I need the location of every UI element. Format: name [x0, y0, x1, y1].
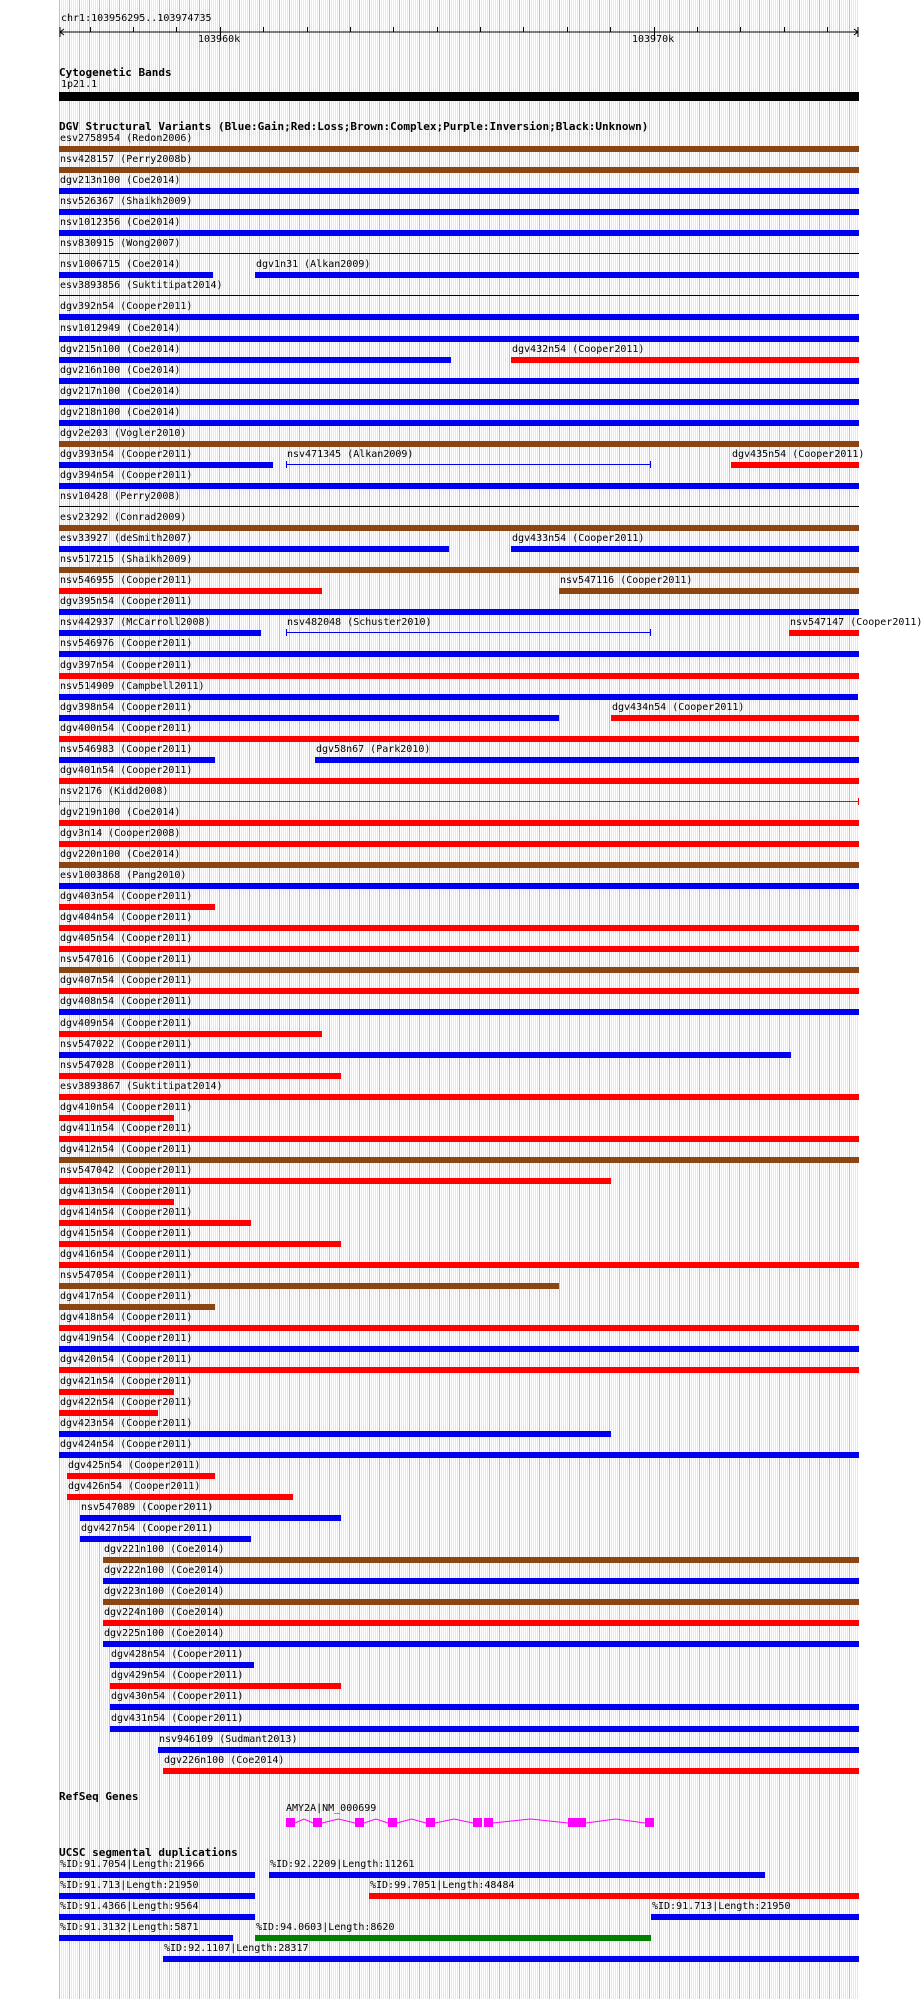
ruler-minor-tick: [350, 27, 351, 32]
feature-bar[interactable]: [110, 1662, 254, 1668]
feature-bar[interactable]: [255, 272, 859, 278]
feature-bar[interactable]: [59, 1136, 859, 1142]
feature-bar[interactable]: [103, 1578, 859, 1584]
gene-exon[interactable]: [568, 1818, 577, 1827]
feature-bar[interactable]: [511, 357, 859, 363]
feature-bar[interactable]: [611, 715, 859, 721]
ruler-minor-tick: [740, 27, 741, 32]
ruler-minor-tick: [437, 27, 438, 32]
feature-label: nsv946109 (Sudmant2013): [159, 1733, 298, 1745]
feature-bar[interactable]: [67, 1494, 293, 1500]
feature-label: esv23292 (Conrad2009): [60, 512, 187, 524]
feature-label: dgv431n54 (Cooper2011): [111, 1712, 244, 1724]
feature-bar[interactable]: [59, 651, 859, 657]
segdup-track-title: UCSC segmental duplications: [59, 1846, 238, 1859]
feature-label: dgv413n54 (Cooper2011): [60, 1186, 193, 1197]
feature-label: nsv547116 (Cooper2011): [560, 575, 693, 587]
ruler-minor-tick: [133, 27, 134, 32]
feature-bar[interactable]: [59, 1157, 859, 1163]
feature-bar[interactable]: [103, 1641, 859, 1647]
ruler-tick-label: 103970k: [632, 34, 675, 45]
refseq-track-title: RefSeq Genes: [59, 1790, 139, 1803]
feature-label: dgv414n54 (Cooper2011): [60, 1207, 193, 1219]
feature-bar[interactable]: [511, 546, 859, 552]
feature-label: dgv417n54 (Cooper2011): [60, 1291, 193, 1303]
feature-bar[interactable]: [59, 1009, 859, 1015]
gene-intron: [435, 1819, 473, 1823]
gene-intron: [493, 1819, 568, 1823]
feature-end-tick: [858, 798, 859, 805]
feature-bar[interactable]: [59, 778, 859, 784]
gene-exon[interactable]: [577, 1818, 586, 1827]
feature-label: %ID:91.7054|Length:21966: [60, 1859, 205, 1870]
feature-label: dgv58n67 (Park2010): [316, 743, 431, 755]
feature-bar[interactable]: [369, 1893, 859, 1899]
feature-label: dgv226n100 (Coe2014): [164, 1754, 285, 1766]
feature-bar[interactable]: [67, 1473, 215, 1479]
feature-label: %ID:99.7051|Length:48484: [370, 1880, 515, 1892]
ruler-minor-tick: [393, 27, 394, 32]
feature-label: dgv435n54 (Cooper2011): [732, 448, 865, 460]
feature-label: dgv225n100 (Coe2014): [104, 1628, 225, 1640]
feature-label: dgv421n54 (Cooper2011): [60, 1375, 193, 1387]
feature-label: dgv426n54 (Cooper2011): [68, 1480, 201, 1492]
feature-label: nsv471345 (Alkan2009): [287, 448, 414, 460]
feature-bar[interactable]: [59, 1241, 341, 1247]
feature-label: nsv830915 (Wong2007): [60, 238, 181, 250]
feature-label: dgv407n54 (Cooper2011): [60, 975, 193, 987]
feature-label: nsv526367 (Shaikh2009): [60, 196, 193, 208]
feature-label: nsv482048 (Schuster2010): [287, 617, 432, 629]
feature-bar[interactable]: [59, 1178, 611, 1184]
feature-bar[interactable]: [59, 967, 859, 973]
feature-label: %ID:91.3132|Length:5871: [60, 1922, 199, 1934]
feature-label: dgv224n100 (Coe2014): [104, 1607, 225, 1619]
feature-end-tick: [650, 629, 651, 636]
feature-bar[interactable]: [103, 1557, 859, 1563]
gene-exon[interactable]: [426, 1818, 435, 1827]
feature-label: nsv517215 (Shaikh2009): [60, 554, 193, 566]
feature-label: dgv215n100 (Coe2014): [60, 343, 181, 355]
feature-label: dgv434n54 (Cooper2011): [612, 701, 745, 713]
feature-label: esv3893856 (Suktitipat2014): [60, 280, 223, 292]
feature-label: nsv514909 (Campbell2011): [60, 680, 205, 692]
feature-label: dgv416n54 (Cooper2011): [60, 1249, 193, 1261]
feature-bar[interactable]: [59, 546, 449, 552]
feature-label: dgv432n54 (Cooper2011): [512, 343, 645, 355]
ruler-tick-label: 103960k: [198, 34, 241, 45]
gene-exon[interactable]: [388, 1818, 397, 1827]
feature-label: nsv442937 (McCarroll2008): [60, 617, 211, 629]
feature-label: dgv218n100 (Coe2014): [60, 406, 181, 418]
feature-label: dgv403n54 (Cooper2011): [60, 891, 193, 903]
feature-label: dgv394n54 (Cooper2011): [60, 469, 193, 481]
feature-label: dgv415n54 (Cooper2011): [60, 1228, 193, 1240]
gene-exon[interactable]: [645, 1818, 654, 1827]
feature-bar[interactable]: [59, 378, 859, 384]
feature-bar[interactable]: [286, 632, 651, 633]
feature-bar[interactable]: [59, 883, 859, 889]
feature-bar[interactable]: [59, 1872, 255, 1878]
feature-label: dgv422n54 (Cooper2011): [60, 1396, 193, 1408]
cytoband-track-title: Cytogenetic Bands: [59, 66, 172, 79]
feature-label: esv3893867 (Suktitipat2014): [60, 1080, 223, 1092]
gene-intron: [295, 1819, 313, 1823]
feature-end-tick: [286, 461, 287, 468]
feature-bar[interactable]: [59, 1304, 215, 1310]
feature-label: dgv1n31 (Alkan2009): [256, 259, 371, 271]
feature-bar[interactable]: [59, 420, 859, 426]
feature-bar[interactable]: [59, 146, 859, 152]
feature-label: nsv547147 (Cooper2011): [790, 617, 922, 629]
feature-label: dgv404n54 (Cooper2011): [60, 912, 193, 924]
feature-bar[interactable]: [59, 1367, 859, 1373]
feature-bar[interactable]: [80, 1536, 251, 1542]
feature-label: nsv2176 (Kidd2008): [60, 785, 169, 797]
feature-label: %ID:92.2209|Length:11261: [270, 1859, 415, 1870]
feature-label: dgv219n100 (Coe2014): [60, 806, 181, 818]
gene-exon[interactable]: [355, 1818, 364, 1827]
feature-bar[interactable]: [59, 1052, 791, 1058]
feature-bar[interactable]: [59, 1410, 158, 1416]
feature-label: esv2758954 (Redon2006): [60, 133, 193, 144]
feature-bar[interactable]: [59, 1031, 322, 1037]
feature-label: nsv10428 (Perry2008): [60, 491, 181, 503]
track-area: [59, 0, 922, 1999]
ruler-minor-tick: [480, 27, 481, 32]
feature-bar[interactable]: [59, 757, 215, 763]
feature-label: dgv425n54 (Cooper2011): [68, 1459, 201, 1471]
feature-label: dgv428n54 (Cooper2011): [111, 1649, 244, 1661]
feature-bar[interactable]: [59, 567, 859, 573]
feature-bar[interactable]: [103, 1599, 859, 1605]
feature-label: nsv547089 (Cooper2011): [81, 1501, 214, 1513]
feature-bar[interactable]: [59, 357, 451, 363]
gene-intron: [364, 1819, 388, 1823]
feature-bar[interactable]: [315, 757, 859, 763]
feature-bar[interactable]: [59, 1283, 559, 1289]
feature-label: %ID:92.1107|Length:28317: [164, 1943, 309, 1955]
feature-bar[interactable]: [59, 1431, 611, 1437]
ruler-minor-tick: [610, 27, 611, 32]
feature-bar[interactable]: [59, 1220, 251, 1226]
feature-bar[interactable]: [59, 230, 859, 236]
feature-label: dgv418n54 (Cooper2011): [60, 1312, 193, 1324]
feature-bar[interactable]: [59, 209, 859, 215]
feature-label: dgv3n14 (Cooper2008): [60, 827, 181, 839]
feature-label: nsv547028 (Cooper2011): [60, 1059, 193, 1071]
feature-bar[interactable]: [59, 736, 859, 742]
feature-label: dgv412n54 (Cooper2011): [60, 1143, 193, 1155]
feature-label: nsv547016 (Cooper2011): [60, 954, 193, 966]
feature-label: dgv420n54 (Cooper2011): [60, 1354, 193, 1366]
feature-bar[interactable]: [651, 1914, 859, 1920]
feature-bar[interactable]: [59, 1346, 859, 1352]
feature-bar[interactable]: [59, 253, 859, 254]
feature-label: esv33927 (deSmith2007): [60, 533, 193, 545]
feature-label: dgv392n54 (Cooper2011): [60, 301, 193, 313]
gene-exon[interactable]: [313, 1818, 322, 1827]
feature-bar[interactable]: [59, 1893, 255, 1899]
feature-bar[interactable]: [59, 841, 859, 847]
feature-label: dgv430n54 (Cooper2011): [111, 1691, 244, 1703]
feature-label: dgv398n54 (Cooper2011): [60, 701, 193, 713]
feature-label: dgv223n100 (Coe2014): [104, 1586, 225, 1598]
feature-bar[interactable]: [59, 295, 859, 296]
feature-bar[interactable]: [59, 862, 859, 868]
feature-bar[interactable]: [59, 188, 859, 194]
feature-label: nsv546983 (Cooper2011): [60, 743, 193, 755]
feature-bar[interactable]: [59, 314, 859, 320]
feature-label: dgv220n100 (Coe2014): [60, 849, 181, 861]
dgv-track-title: DGV Structural Variants (Blue:Gain;Red:Loss;Brown:Complex;Purple:Inversion;Black:Unknown): [59, 120, 649, 133]
feature-bar[interactable]: [59, 525, 859, 531]
feature-label: dgv393n54 (Cooper2011): [60, 448, 193, 460]
position-label: chr1:103956295..103974735: [61, 13, 212, 24]
feature-label: nsv1012949 (Coe2014): [60, 322, 181, 334]
feature-label: dgv408n54 (Cooper2011): [60, 996, 193, 1008]
feature-bar[interactable]: [59, 336, 859, 342]
feature-bar[interactable]: [59, 167, 859, 173]
feature-label: dgv2e203 (Vogler2010): [60, 427, 187, 439]
feature-label: dgv400n54 (Cooper2011): [60, 722, 193, 734]
ruler-minor-tick: [307, 27, 308, 32]
feature-bar[interactable]: [59, 1199, 174, 1205]
feature-bar[interactable]: [59, 1325, 859, 1331]
feature-bar[interactable]: [80, 1515, 341, 1521]
feature-label: %ID:94.0603|Length:8620: [256, 1922, 395, 1934]
gene-exon[interactable]: [484, 1818, 493, 1827]
feature-label: nsv428157 (Perry2008b): [60, 154, 193, 166]
feature-label: %ID:91.713|Length:21950: [652, 1901, 791, 1913]
feature-label: dgv217n100 (Coe2014): [60, 385, 181, 397]
feature-bar[interactable]: [59, 1115, 174, 1121]
feature-bar[interactable]: [59, 1094, 859, 1100]
ruler-minor-tick: [784, 27, 785, 32]
feature-label: esv1003868 (Pang2010): [60, 870, 187, 882]
feature-bar[interactable]: [59, 399, 859, 405]
feature-bar[interactable]: [59, 694, 858, 700]
feature-bar[interactable]: [731, 462, 859, 468]
feature-label: dgv411n54 (Cooper2011): [60, 1122, 193, 1134]
feature-label: dgv395n54 (Cooper2011): [60, 596, 193, 608]
cytoband-bar[interactable]: [59, 92, 859, 101]
feature-bar[interactable]: [59, 588, 322, 594]
feature-label: dgv427n54 (Cooper2011): [81, 1522, 214, 1534]
feature-bar[interactable]: [59, 820, 859, 826]
gene-label: AMY2A|NM_000699: [286, 1803, 377, 1814]
feature-label: nsv546955 (Cooper2011): [60, 575, 193, 587]
feature-label: dgv433n54 (Cooper2011): [512, 533, 645, 545]
feature-label: dgv213n100 (Coe2014): [60, 175, 181, 187]
feature-bar[interactable]: [110, 1704, 859, 1710]
feature-bar[interactable]: [59, 1452, 859, 1458]
feature-end-tick: [650, 461, 651, 468]
feature-bar[interactable]: [59, 272, 213, 278]
feature-label: dgv424n54 (Cooper2011): [60, 1438, 193, 1450]
feature-label: %ID:91.713|Length:21950: [60, 1880, 199, 1892]
feature-label: dgv410n54 (Cooper2011): [60, 1101, 193, 1113]
feature-end-tick: [59, 798, 60, 805]
ruler-minor-tick: [90, 27, 91, 32]
feature-label: dgv405n54 (Cooper2011): [60, 933, 193, 945]
feature-bar[interactable]: [110, 1683, 341, 1689]
feature-bar[interactable]: [59, 630, 261, 636]
feature-bar[interactable]: [59, 715, 559, 721]
feature-label: dgv401n54 (Cooper2011): [60, 764, 193, 776]
feature-bar[interactable]: [59, 1073, 341, 1079]
feature-bar[interactable]: [59, 801, 859, 802]
gene-intron: [397, 1819, 426, 1823]
gene-intron: [322, 1819, 355, 1823]
feature-bar[interactable]: [269, 1872, 765, 1878]
feature-bar[interactable]: [59, 1935, 233, 1941]
feature-bar[interactable]: [59, 904, 215, 910]
feature-label: dgv216n100 (Coe2014): [60, 364, 181, 376]
ruler-minor-tick: [567, 27, 568, 32]
feature-bar[interactable]: [59, 609, 859, 615]
feature-bar[interactable]: [163, 1956, 859, 1962]
feature-bar[interactable]: [59, 1914, 255, 1920]
feature-label: dgv221n100 (Coe2014): [104, 1544, 225, 1556]
feature-bar[interactable]: [59, 483, 859, 489]
feature-bar[interactable]: [59, 1389, 174, 1395]
feature-label: dgv409n54 (Cooper2011): [60, 1017, 193, 1029]
gene-exon[interactable]: [473, 1818, 482, 1827]
feature-label: nsv547054 (Cooper2011): [60, 1270, 193, 1282]
feature-label: dgv423n54 (Cooper2011): [60, 1417, 193, 1429]
feature-label: dgv429n54 (Cooper2011): [111, 1670, 244, 1682]
feature-label: nsv547022 (Cooper2011): [60, 1038, 193, 1050]
gene-exon[interactable]: [286, 1818, 295, 1827]
feature-label: nsv547042 (Cooper2011): [60, 1164, 193, 1176]
feature-bar[interactable]: [110, 1726, 859, 1732]
feature-bar[interactable]: [59, 506, 859, 507]
ruler-minor-tick: [827, 27, 828, 32]
feature-bar[interactable]: [59, 462, 273, 468]
feature-bar[interactable]: [59, 441, 859, 447]
feature-bar[interactable]: [559, 588, 859, 594]
ruler-minor-tick: [523, 27, 524, 32]
feature-bar[interactable]: [59, 673, 859, 679]
feature-label: nsv1012356 (Coe2014): [60, 217, 181, 229]
ruler-minor-tick: [697, 27, 698, 32]
feature-bar[interactable]: [59, 946, 859, 952]
feature-bar[interactable]: [255, 1935, 651, 1941]
feature-end-tick: [286, 629, 287, 636]
feature-bar[interactable]: [789, 630, 859, 636]
feature-bar[interactable]: [59, 925, 859, 931]
ruler-minor-tick: [263, 27, 264, 32]
gene-model[interactable]: [59, 1808, 859, 1838]
feature-label: nsv546976 (Cooper2011): [60, 638, 193, 650]
feature-bar[interactable]: [286, 464, 651, 465]
feature-label: dgv222n100 (Coe2014): [104, 1565, 225, 1577]
feature-label: nsv1006715 (Coe2014): [60, 259, 181, 271]
ruler-minor-tick: [176, 27, 177, 32]
gene-intron: [586, 1819, 645, 1823]
feature-label: dgv397n54 (Cooper2011): [60, 659, 193, 671]
feature-bar[interactable]: [163, 1768, 859, 1774]
cytoband-label: 1p21.1: [61, 79, 98, 90]
feature-label: %ID:91.4366|Length:9564: [60, 1901, 199, 1913]
feature-bar[interactable]: [59, 988, 859, 994]
feature-bar[interactable]: [103, 1620, 859, 1626]
feature-bar[interactable]: [158, 1747, 859, 1753]
feature-bar[interactable]: [59, 1262, 859, 1268]
feature-label: dgv419n54 (Cooper2011): [60, 1333, 193, 1345]
